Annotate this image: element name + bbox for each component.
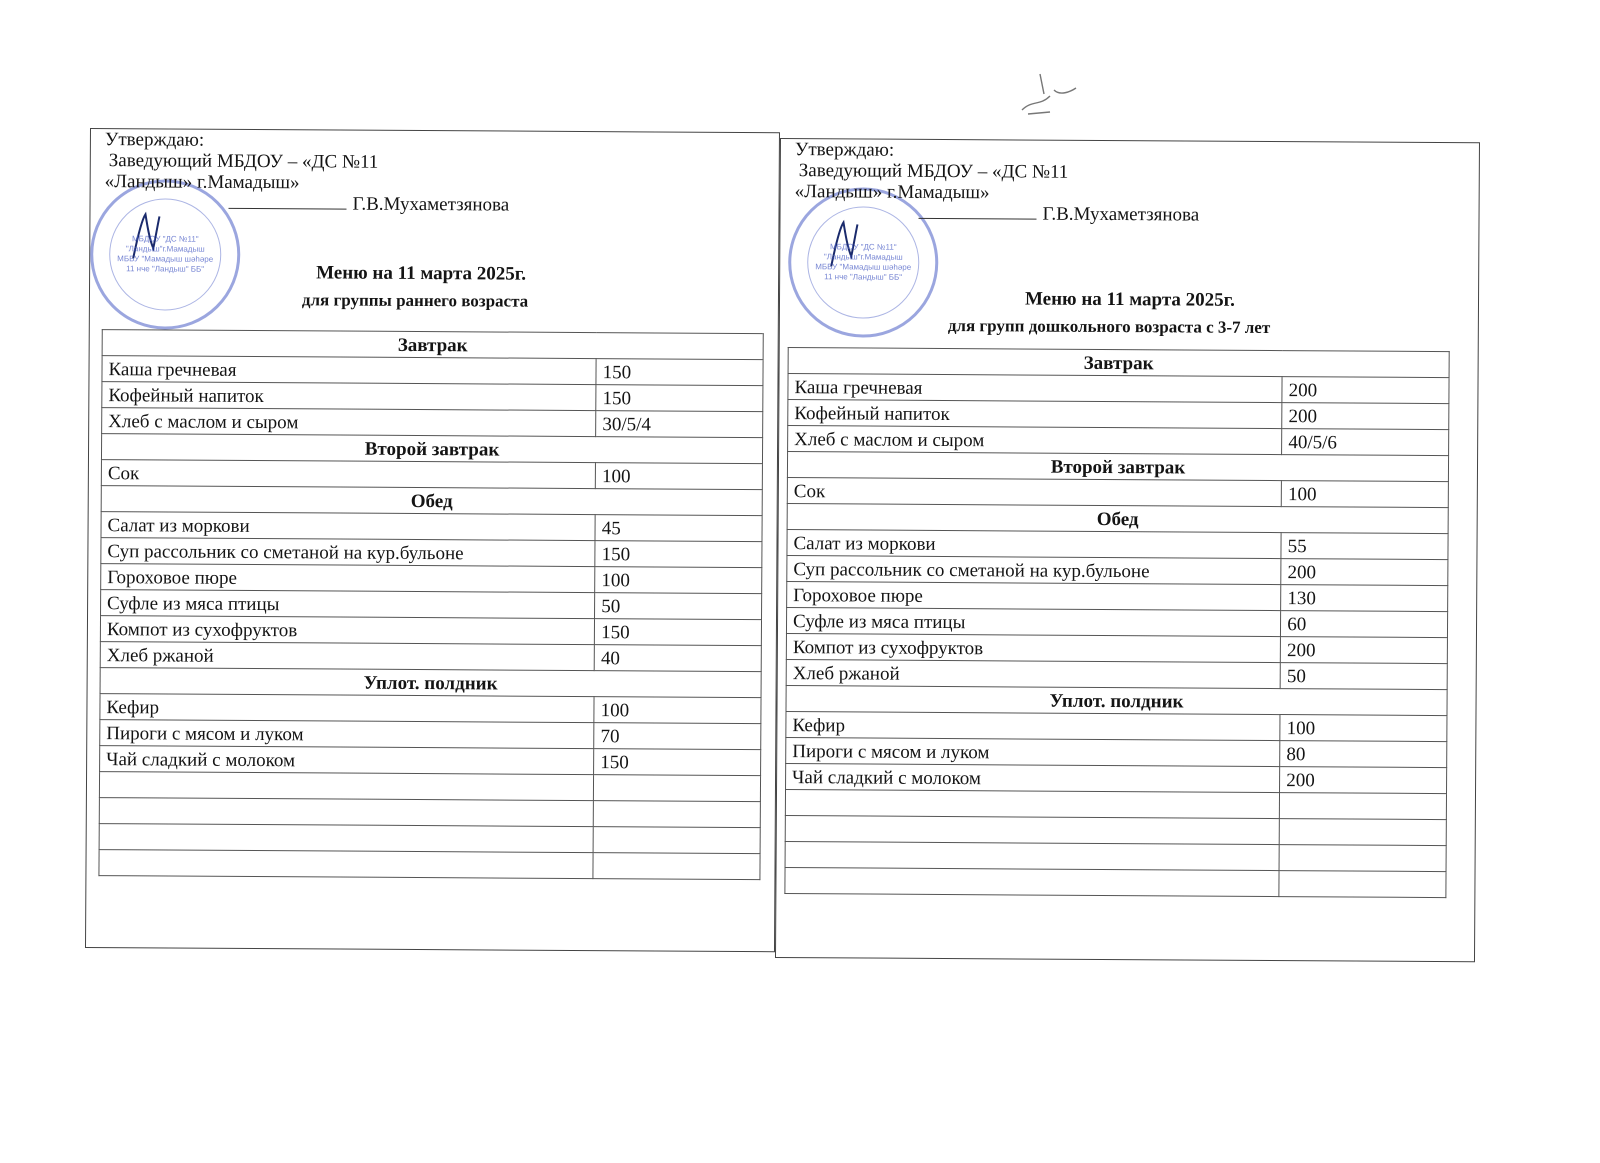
dish-qty: 100: [1280, 715, 1447, 742]
dish-qty: 40/5/6: [1282, 429, 1449, 456]
dish-qty: 40: [594, 645, 761, 672]
section-lunch: Обед: [787, 504, 1448, 534]
dish-name: Салат из моркови: [787, 530, 1281, 559]
dish-qty: 70: [594, 723, 761, 750]
table-row: [787, 582, 1448, 612]
section-snack: Уплот. полдник: [100, 668, 761, 698]
empty-row: [785, 868, 1446, 898]
section-row: [787, 504, 1448, 534]
approval-signature-line: [104, 192, 509, 215]
stamp-text-bottom: МББУ "Мамадыш шәһәре 11 нче "Ландыш" ББ": [117, 254, 214, 274]
dish-qty: 150: [596, 385, 763, 412]
table-row: [102, 356, 763, 386]
dish-qty: 100: [595, 567, 762, 594]
dish-qty: 55: [1281, 533, 1448, 560]
dish-qty: 100: [1281, 481, 1448, 508]
dish-name: Хлеб ржаной: [100, 642, 594, 671]
dish-qty: 60: [1281, 611, 1448, 638]
dish-name: Компот из сухофруктов: [786, 634, 1280, 663]
dish-qty: 150: [594, 749, 761, 776]
menu-title: Меню на 11 марта 2025г.: [316, 262, 527, 285]
approval-signer: Г.В.Мухаметзянова: [1042, 203, 1200, 226]
dish-qty: 200: [1281, 637, 1448, 664]
dish-qty: 200: [1282, 403, 1449, 430]
empty-row: [785, 842, 1446, 872]
table-row: [786, 738, 1447, 768]
stamp-text: [117, 234, 213, 275]
empty-row: [99, 798, 760, 828]
table-row: [788, 400, 1449, 430]
approval-position: Заведующий МБДОУ – «ДС №11: [798, 160, 1069, 183]
table-row: [100, 746, 761, 776]
table-row: [100, 720, 761, 750]
dish-qty: 30/5/4: [596, 411, 763, 438]
dish-qty: 200: [1280, 767, 1447, 794]
signature-line: [919, 218, 1037, 220]
table-row: [101, 590, 762, 620]
dish-qty: 200: [1281, 559, 1448, 586]
table-row: [786, 712, 1447, 742]
dish-qty: 100: [594, 697, 761, 724]
stamp-text-top: МБДОУ "ДС №11" "Ландыш"г.Мамадыш: [823, 242, 903, 262]
dish-qty: 45: [595, 515, 762, 542]
table-row: [101, 512, 762, 542]
dish-name: Пироги с мясом и луком: [100, 720, 594, 749]
dish-qty: 80: [1280, 741, 1447, 768]
table-row: [788, 426, 1449, 456]
dish-name: Компот из сухофруктов: [100, 616, 594, 645]
menu-title: Меню на 11 марта 2025г.: [1024, 288, 1236, 311]
dish-name: Чай сладкий с молоком: [100, 746, 594, 775]
menu-subtitle: для групп дошкольного возраста с 3-7 лет: [947, 316, 1271, 337]
dish-name: Суфле из мяса птицы: [101, 590, 595, 619]
empty-row: [785, 816, 1446, 846]
dish-name: Суфле из мяса птицы: [786, 608, 1280, 637]
dish-qty: 150: [595, 619, 762, 646]
table-row: [102, 382, 763, 412]
dish-qty: 130: [1281, 585, 1448, 612]
dish-name: Кофейный напиток: [102, 382, 596, 411]
section-snack: Уплот. полдник: [786, 686, 1447, 716]
section-row: [102, 330, 763, 360]
section-lunch: Обед: [101, 486, 762, 516]
empty-row: [99, 772, 760, 802]
approval-heading: Утверждаю:: [104, 129, 205, 151]
section-second-breakfast: Второй завтрак: [787, 452, 1448, 482]
empty-row: [99, 850, 760, 880]
stamp-text: [815, 242, 911, 283]
table-row: [786, 634, 1447, 664]
menu-table: [98, 329, 763, 880]
signature-line: [229, 208, 347, 210]
approval-block: [794, 139, 1199, 225]
table-row: [101, 460, 762, 490]
dish-name: Хлеб с маслом и сыром: [102, 408, 596, 437]
dish-name: Суп рассольник со сметаной на кур.бульоне: [101, 538, 595, 567]
approval-signer: Г.В.Мухаметзянова: [352, 193, 510, 216]
dish-name: Чай сладкий с молоком: [786, 764, 1280, 793]
menu-panel-preschool: [775, 138, 1480, 962]
approval-organization: «Ландыш» г.Мамадыш»: [794, 181, 990, 204]
dish-name: Кефир: [786, 712, 1280, 741]
dish-qty: 200: [1282, 377, 1449, 404]
dish-name: Сок: [101, 460, 595, 489]
dish-qty: 150: [596, 359, 763, 386]
dish-name: Гороховое пюре: [787, 582, 1281, 611]
table-row: [102, 408, 763, 438]
menu-table: [784, 347, 1449, 898]
section-row: [786, 686, 1447, 716]
dish-name: Кефир: [100, 694, 594, 723]
empty-row: [99, 824, 760, 854]
section-row: [101, 434, 762, 464]
table-row: [100, 642, 761, 672]
approval-signature-line: [794, 202, 1199, 225]
table-row: [787, 478, 1448, 508]
dish-name: Каша гречневая: [102, 356, 596, 385]
dish-name: Кофейный напиток: [788, 400, 1282, 429]
section-breakfast: Завтрак: [788, 348, 1449, 378]
dish-name: Каша гречневая: [788, 374, 1282, 403]
section-row: [100, 668, 761, 698]
table-row: [788, 374, 1449, 404]
empty-row: [785, 790, 1446, 820]
menu-sheet: [90, 128, 1490, 948]
approval-organization: «Ландыш» г.Мамадыш»: [104, 171, 300, 194]
dish-name: Хлеб с маслом и сыром: [788, 426, 1282, 455]
section-row: [788, 348, 1449, 378]
approval-block: [104, 129, 509, 215]
dish-name: Гороховое пюре: [101, 564, 595, 593]
approval-position: Заведующий МБДОУ – «ДС №11: [108, 150, 379, 173]
dish-name: Хлеб ржаной: [786, 660, 1280, 689]
dish-qty: 50: [595, 593, 762, 620]
table-row: [786, 608, 1447, 638]
section-row: [101, 486, 762, 516]
table-row: [100, 694, 761, 724]
table-row: [101, 564, 762, 594]
table-row: [101, 538, 762, 568]
stamp-text-top: МБДОУ "ДС №11" "Ландыш"г.Мамадыш: [125, 234, 205, 254]
dish-qty: 150: [595, 541, 762, 568]
dish-name: Сок: [787, 478, 1281, 507]
approval-heading: Утверждаю:: [794, 139, 895, 161]
table-row: [787, 530, 1448, 560]
menu-subtitle: для группы раннего возраста: [301, 290, 529, 311]
section-breakfast: Завтрак: [102, 330, 763, 360]
table-row: [787, 556, 1448, 586]
dish-qty: 50: [1280, 663, 1447, 690]
dish-name: Пироги с мясом и луком: [786, 738, 1280, 767]
table-row: [786, 764, 1447, 794]
pen-scribble-mark: [1010, 66, 1080, 120]
table-row: [786, 660, 1447, 690]
section-row: [787, 452, 1448, 482]
section-second-breakfast: Второй завтрак: [101, 434, 762, 464]
menu-panel-early-age: [85, 128, 780, 952]
stamp-text-bottom: МББУ "Мамадыш шәһәре 11 нче "Ландыш" ББ": [815, 262, 912, 282]
dish-name: Суп рассольник со сметаной на кур.бульоне: [787, 556, 1281, 585]
dish-qty: 100: [596, 463, 763, 490]
dish-name: Салат из моркови: [101, 512, 595, 541]
table-row: [100, 616, 761, 646]
